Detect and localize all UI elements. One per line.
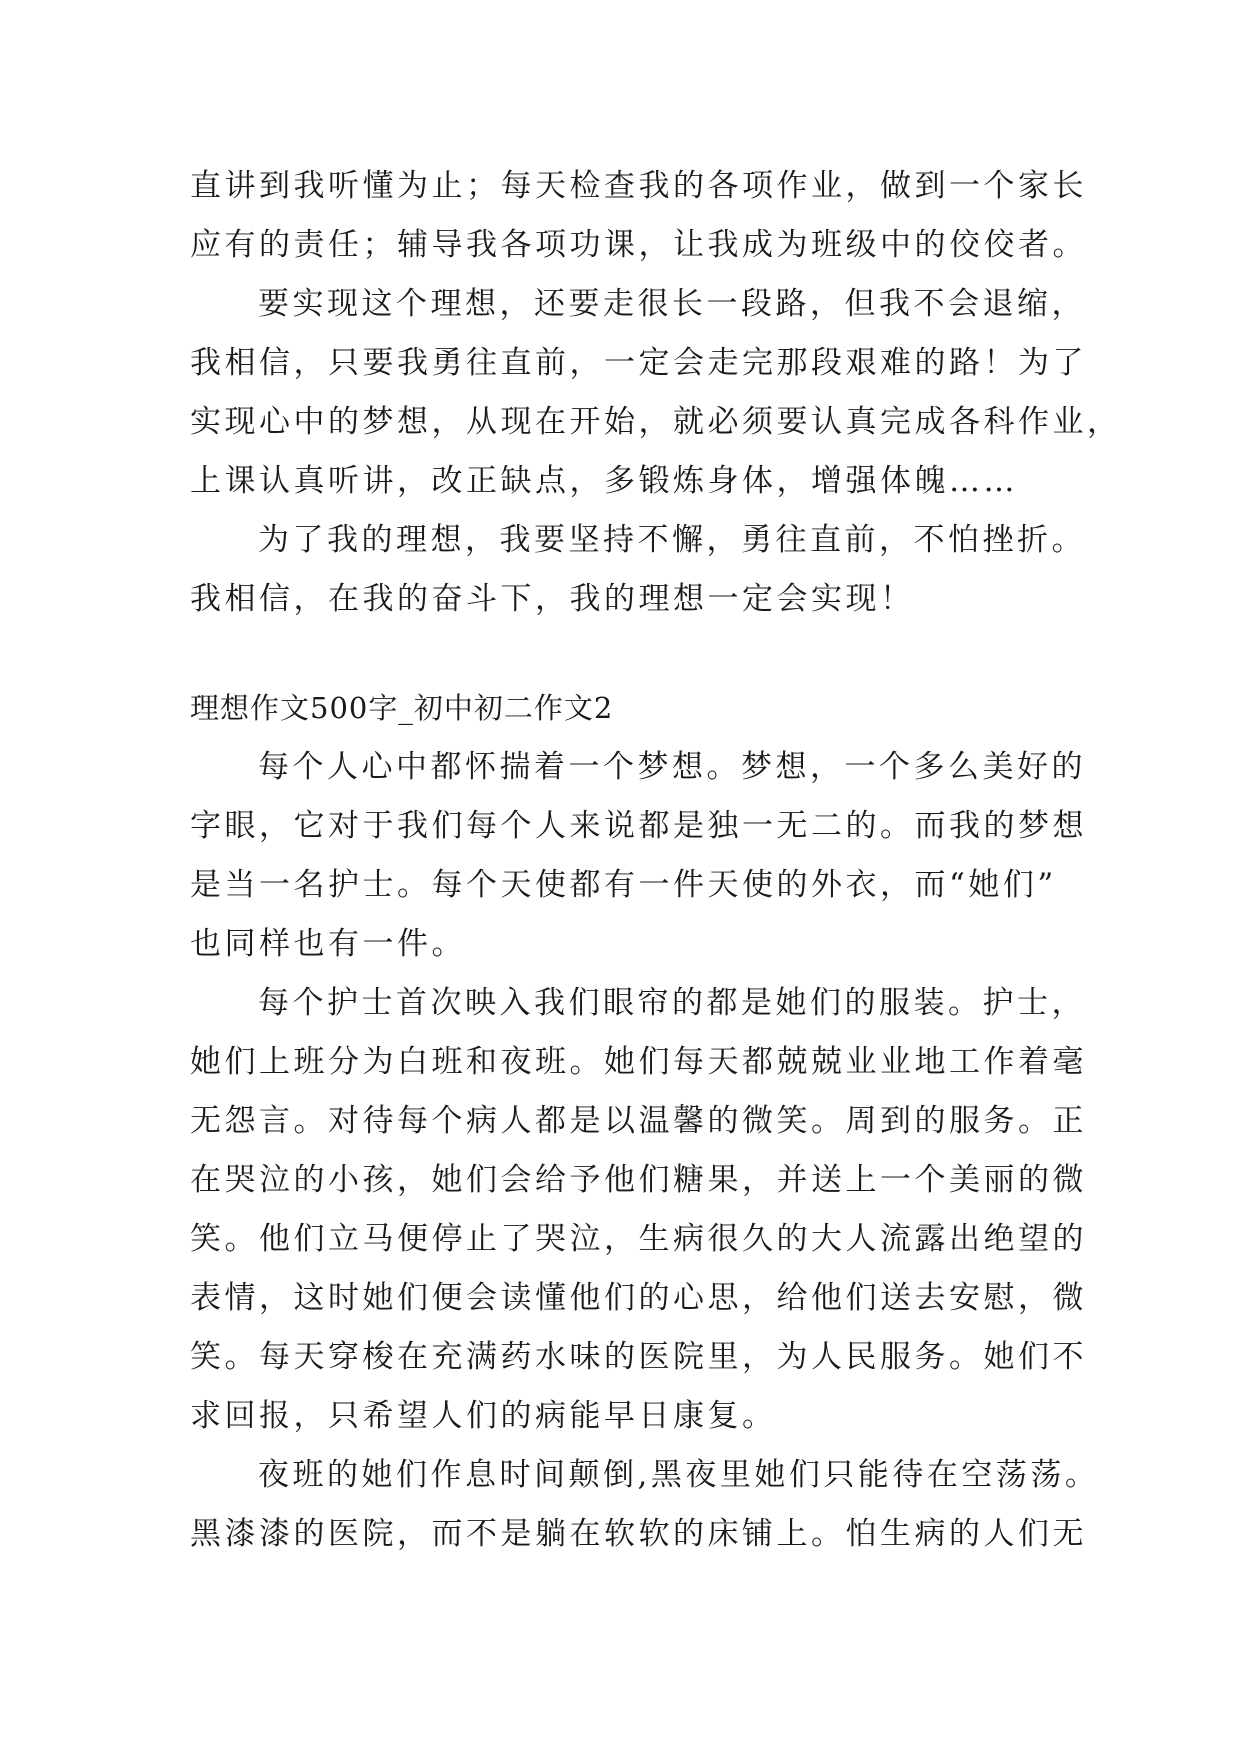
text-line: 在哭泣的小孩，她们会给予他们糖果，并送上一个美丽的微 [190,1162,1087,1198]
text-line: 实现心中的梦想，从现在开始，就必须要认真完成各科作业， [190,404,1122,440]
paragraph-start-line: 为了我的理想，我要坚持不懈，勇往直前，不怕挫折。 [258,522,1086,558]
essay-heading: 理想作文500字_初中初二作文2 [190,691,614,725]
text-line: 表情，这时她们便会读懂他们的心思，给他们送去安慰，微 [190,1280,1087,1316]
paragraph-start-line: 要实现这个理想，还要走很长一段路，但我不会退缩， [258,286,1086,322]
text-line: 我相信，只要我勇往直前，一定会走完那段艰难的路！为了 [190,345,1087,381]
paragraph-start-line: 夜班的她们作息时间颠倒,黑夜里她们只能待在空荡荡。 [258,1457,1100,1493]
paragraph-start-line: 每个护士首次映入我们眼帘的都是她们的服装。护士， [258,985,1086,1021]
text-line: 笑。他们立马便停止了哭泣，生病很久的大人流露出绝望的 [190,1221,1087,1257]
text-line: 应有的责任；辅导我各项功课，让我成为班级中的佼佼者。 [190,227,1087,263]
text-line: 她们上班分为白班和夜班。她们每天都兢兢业业地工作着毫 [190,1044,1087,1080]
text-line: 我相信，在我的奋斗下，我的理想一定会实现！ [190,581,915,617]
text-line: 求回报，只希望人们的病能早日康复。 [190,1398,777,1434]
text-line: 黑漆漆的医院，而不是躺在软软的床铺上。怕生病的人们无 [190,1516,1087,1552]
text-line: 无怨言。对待每个病人都是以温馨的微笑。周到的服务。正 [190,1103,1087,1139]
text-line: 字眼，它对于我们每个人来说都是独一无二的。而我的梦想 [190,808,1087,844]
text-line: 笑。每天穿梭在充满药水味的医院里，为人民服务。她们不 [190,1339,1087,1375]
text-line: 也同样也有一件。 [190,926,466,962]
text-line: 是当一名护士。每个天使都有一件天使的外衣，而“她们” [190,867,1057,903]
text-line: 上课认真听讲，改正缺点，多锻炼身体，增强体魄…… [190,463,1018,499]
text-line: 直讲到我听懂为止；每天检查我的各项作业，做到一个家长 [190,168,1087,204]
paragraph-start-line: 每个人心中都怀揣着一个梦想。梦想，一个多么美好的 [258,749,1086,785]
